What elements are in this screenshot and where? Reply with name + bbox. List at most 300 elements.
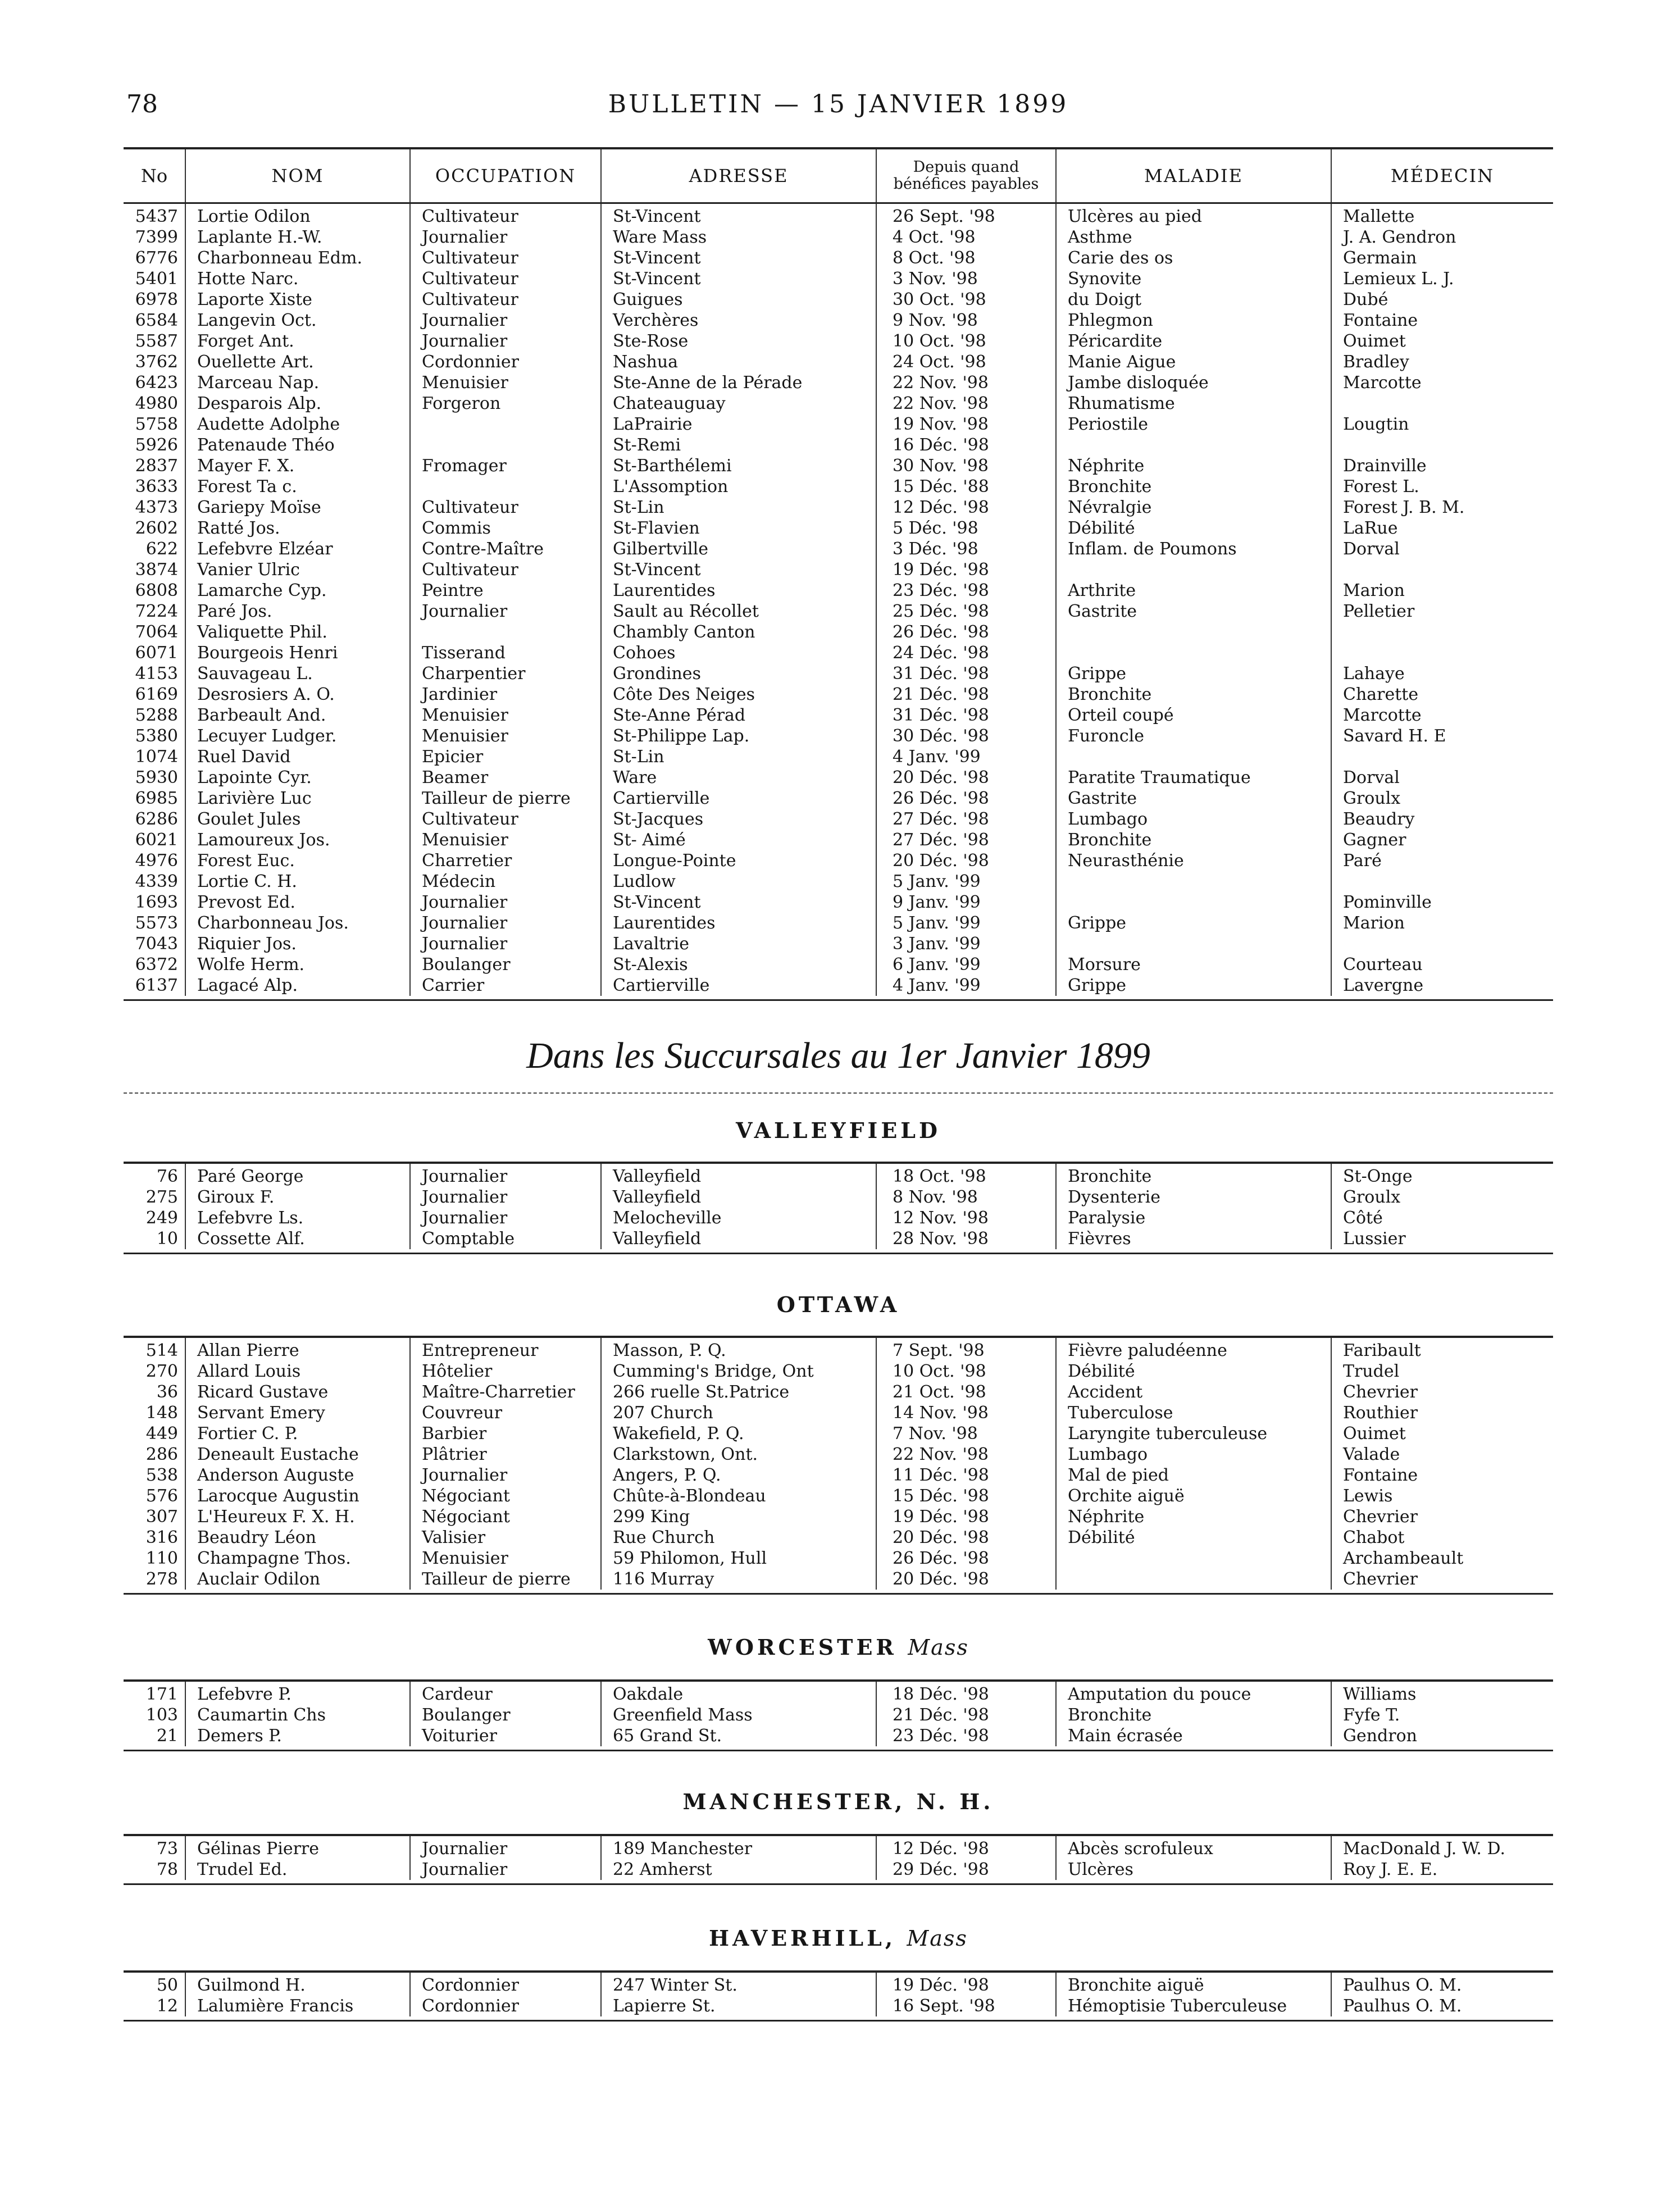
cell-adresse: Valleyfield [601, 1164, 876, 1187]
cell-maladie [1056, 892, 1331, 913]
cell-no: 2602 [135, 518, 178, 538]
cell-occupation [410, 622, 601, 643]
table-row [124, 767, 1553, 788]
cell-depuis: 31 Déc. '98 [876, 663, 1056, 684]
cell-nom: Sauvageau L. [185, 663, 410, 684]
section-worcester [124, 1679, 1553, 1751]
cell-medecin [1331, 622, 1553, 643]
cell-nom: Larivière Luc [185, 788, 410, 809]
cell-medecin: Chevrier [1331, 1569, 1553, 1590]
cell-medecin: Ouimet [1331, 1423, 1553, 1444]
cell-occupation: Cordonnier [410, 1996, 601, 2016]
cell-medecin: LaRue [1331, 518, 1553, 539]
cell-depuis: 20 Déc. '98 [876, 767, 1056, 788]
cell-medecin: Lewis [1331, 1486, 1553, 1506]
cell-maladie: Amputation du pouce [1056, 1682, 1331, 1705]
cell-depuis: 12 Nov. '98 [876, 1208, 1056, 1228]
cell-maladie: Paratite Traumatique [1056, 767, 1331, 788]
cell-maladie: Main écrasée [1056, 1726, 1331, 1746]
cell-adresse: 207 Church [601, 1403, 876, 1423]
cell-medecin: Pelletier [1331, 601, 1553, 622]
cell-maladie [1056, 559, 1331, 580]
cell-maladie: Débilité [1056, 1527, 1331, 1548]
cell-adresse: Grondines [601, 663, 876, 684]
cell-medecin: Gendron [1331, 1726, 1553, 1746]
cell-depuis: 18 Déc. '98 [876, 1682, 1056, 1705]
cell-adresse: Ware Mass [601, 227, 876, 248]
table-row [124, 1527, 1553, 1548]
section-valleyfield [124, 1162, 1553, 1254]
table-row [124, 393, 1553, 414]
cell-adresse: St-Lin [601, 746, 876, 767]
col-header-occupation: OCCUPATION [410, 149, 601, 203]
cell-nom: Lapointe Cyr. [185, 767, 410, 788]
cell-depuis: 22 Nov. '98 [876, 393, 1056, 414]
cell-depuis: 19 Déc. '98 [876, 1973, 1056, 1996]
section-body [124, 1973, 1553, 2016]
cell-no: 6978 [135, 290, 178, 309]
branches-divider [124, 1092, 1553, 1094]
cell-nom: Allard Louis [185, 1361, 410, 1382]
cell-depuis: 21 Déc. '98 [876, 1705, 1056, 1726]
cell-occupation: Journalier [410, 1836, 601, 1859]
table-row [124, 1208, 1553, 1228]
cell-occupation: Cultivateur [410, 248, 601, 268]
table-row [124, 435, 1553, 456]
page-header [126, 90, 1550, 124]
table-row [124, 1705, 1553, 1726]
cell-maladie: Néphrite [1056, 1506, 1331, 1527]
cell-depuis: 24 Déc. '98 [876, 643, 1056, 663]
cell-occupation: Tailleur de pierre [410, 788, 601, 809]
cell-medecin: Lavergne [1331, 975, 1553, 996]
cell-occupation [410, 476, 601, 497]
table-row [124, 1382, 1553, 1403]
cell-occupation: Journalier [410, 1208, 601, 1228]
cell-nom: Trudel Ed. [185, 1859, 410, 1880]
cell-adresse: 116 Murray [601, 1569, 876, 1590]
cell-adresse: 247 Winter St. [601, 1973, 876, 1996]
cell-medecin: Dorval [1331, 539, 1553, 559]
cell-no: 21 [156, 1726, 178, 1746]
cell-no: 6372 [135, 955, 178, 975]
cell-maladie: Bronchite [1056, 830, 1331, 850]
cell-adresse: Cartierville [601, 975, 876, 996]
cell-no: 7399 [135, 227, 178, 247]
table-row [124, 497, 1553, 518]
cell-nom: Lortie Odilon [185, 203, 410, 227]
table-row [124, 1403, 1553, 1423]
cell-adresse: St-Alexis [601, 954, 876, 975]
cell-depuis: 19 Déc. '98 [876, 559, 1056, 580]
cell-medecin: Roy J. E. E. [1331, 1859, 1553, 1880]
cell-nom: Auclair Odilon [185, 1569, 410, 1590]
section-ottawa [124, 1336, 1553, 1595]
cell-adresse: Cohoes [601, 643, 876, 663]
section-name: WORCESTER [708, 1635, 898, 1660]
cell-occupation: Négociant [410, 1486, 601, 1506]
cell-no: 76 [156, 1167, 178, 1186]
cell-occupation: Couvreur [410, 1403, 601, 1423]
cell-occupation: Journalier [410, 913, 601, 934]
cell-maladie: Bronchite [1056, 1164, 1331, 1187]
cell-medecin: Routhier [1331, 1403, 1553, 1423]
cell-maladie: Accident [1056, 1382, 1331, 1403]
cell-no: 622 [145, 539, 178, 559]
cell-no: 7043 [135, 934, 178, 954]
cell-occupation: Cultivateur [410, 268, 601, 289]
cell-depuis: 22 Nov. '98 [876, 372, 1056, 393]
cell-medecin: J. A. Gendron [1331, 227, 1553, 248]
cell-maladie: Grippe [1056, 663, 1331, 684]
cell-depuis: 7 Sept. '98 [876, 1338, 1056, 1361]
cell-maladie: Abcès scrofuleux [1056, 1836, 1331, 1859]
col-header-no: No [124, 149, 185, 203]
cell-medecin: Charette [1331, 684, 1553, 705]
table-row [124, 476, 1553, 497]
cell-maladie [1056, 1569, 1331, 1590]
cell-occupation: Journalier [410, 1164, 601, 1187]
table-row [124, 809, 1553, 830]
table-row [124, 1164, 1553, 1187]
cell-depuis: 18 Oct. '98 [876, 1164, 1056, 1187]
cell-maladie: Arthrite [1056, 580, 1331, 601]
table-row [124, 203, 1553, 227]
cell-no: 4976 [135, 851, 178, 871]
cell-maladie: Péricardite [1056, 331, 1331, 352]
table-row [124, 871, 1553, 892]
table-row [124, 1682, 1553, 1705]
cell-occupation: Cordonnier [410, 352, 601, 372]
cell-maladie: Grippe [1056, 975, 1331, 996]
section-name: OTTAWA [776, 1292, 900, 1317]
cell-occupation: Journalier [410, 227, 601, 248]
cell-no: 103 [145, 1705, 178, 1725]
table-row [124, 663, 1553, 684]
cell-adresse: 59 Philomon, Hull [601, 1548, 876, 1569]
cell-adresse: St-Lin [601, 497, 876, 518]
cell-medecin: Ouimet [1331, 331, 1553, 352]
cell-medecin: Groulx [1331, 788, 1553, 809]
table-row [124, 1836, 1553, 1859]
cell-no: 3762 [135, 352, 178, 372]
table-row [124, 830, 1553, 850]
cell-occupation: Valisier [410, 1527, 601, 1548]
table-row [124, 1361, 1553, 1382]
cell-nom: Ouellette Art. [185, 352, 410, 372]
cell-maladie: Morsure [1056, 954, 1331, 975]
cell-depuis: 10 Oct. '98 [876, 1361, 1056, 1382]
cell-nom: Forest Ta c. [185, 476, 410, 497]
cell-no: 278 [145, 1569, 178, 1589]
cell-no: 2837 [135, 456, 178, 476]
cell-medecin: Drainville [1331, 456, 1553, 476]
cell-medecin [1331, 934, 1553, 954]
cell-depuis: 27 Déc. '98 [876, 809, 1056, 830]
cell-maladie: Fièvres [1056, 1228, 1331, 1249]
section-body [124, 1338, 1553, 1590]
cell-nom: Guilmond H. [185, 1973, 410, 1996]
cell-nom: Charbonneau Jos. [185, 913, 410, 934]
cell-nom: Langevin Oct. [185, 310, 410, 331]
cell-adresse: Ware [601, 767, 876, 788]
section-name: MANCHESTER, N. H. [682, 1789, 994, 1814]
col-header-nom: NOM [185, 149, 410, 203]
cell-occupation: Journalier [410, 310, 601, 331]
cell-depuis: 7 Nov. '98 [876, 1423, 1056, 1444]
cell-medecin [1331, 643, 1553, 663]
cell-occupation: Commis [410, 518, 601, 539]
cell-medecin: Archambeault [1331, 1548, 1553, 1569]
running-title: BULLETIN — 15 JANVIER 1899 [608, 90, 1069, 119]
cell-adresse: 266 ruelle St.Patrice [601, 1382, 876, 1403]
cell-medecin: Trudel [1331, 1361, 1553, 1382]
cell-nom: Vanier Ulric [185, 559, 410, 580]
section-heading-haverhill [124, 1925, 1553, 1951]
cell-occupation: Cultivateur [410, 289, 601, 310]
cell-depuis: 23 Déc. '98 [876, 580, 1056, 601]
cell-maladie: Mal de pied [1056, 1465, 1331, 1486]
section-heading-manchester [124, 1789, 1553, 1814]
cell-nom: Paré Jos. [185, 601, 410, 622]
cell-medecin: Paulhus O. M. [1331, 1996, 1553, 2016]
cell-occupation: Cultivateur [410, 809, 601, 830]
cell-adresse: 22 Amherst [601, 1859, 876, 1880]
cell-no: 6985 [135, 789, 178, 808]
cell-adresse: Angers, P. Q. [601, 1465, 876, 1486]
cell-maladie: Dysenterie [1056, 1187, 1331, 1208]
table-row [124, 518, 1553, 539]
cell-occupation: Forgeron [410, 393, 601, 414]
cell-no: 5437 [135, 207, 178, 226]
cell-depuis: 24 Oct. '98 [876, 352, 1056, 372]
cell-maladie: Lumbago [1056, 809, 1331, 830]
table-row [124, 1726, 1553, 1746]
cell-occupation: Menuisier [410, 372, 601, 393]
col-header-adresse: ADRESSE [601, 149, 876, 203]
cell-depuis: 9 Nov. '98 [876, 310, 1056, 331]
cell-adresse: St-Flavien [601, 518, 876, 539]
cell-no: 576 [145, 1486, 178, 1506]
cell-maladie: Hémoptisie Tuberculeuse [1056, 1996, 1331, 2016]
cell-depuis: 29 Déc. '98 [876, 1859, 1056, 1880]
section-heading-valleyfield [124, 1118, 1553, 1143]
cell-no: 3633 [135, 477, 178, 497]
cell-medecin [1331, 871, 1553, 892]
cell-medecin: Dorval [1331, 767, 1553, 788]
main-register-table [124, 149, 1553, 996]
cell-occupation: Journalier [410, 1859, 601, 1880]
cell-no: 78 [156, 1860, 178, 1879]
table-row [124, 684, 1553, 705]
cell-maladie [1056, 1548, 1331, 1569]
cell-nom: Lagacé Alp. [185, 975, 410, 996]
section-table [124, 1682, 1553, 1746]
cell-adresse: Valleyfield [601, 1228, 876, 1249]
cell-no: 10 [156, 1229, 178, 1249]
table-row [124, 331, 1553, 352]
table-row [124, 1228, 1553, 1249]
section-body [124, 1682, 1553, 1746]
table-row [124, 1465, 1553, 1486]
cell-nom: Valiquette Phil. [185, 622, 410, 643]
cell-adresse: 189 Manchester [601, 1836, 876, 1859]
cell-no: 249 [145, 1208, 178, 1228]
cell-no: 5930 [135, 768, 178, 787]
cell-adresse: Greenfield Mass [601, 1705, 876, 1726]
cell-nom: Caumartin Chs [185, 1705, 410, 1726]
section-subtitle: Mass [908, 1635, 969, 1660]
cell-nom: Wolfe Herm. [185, 954, 410, 975]
cell-nom: Larocque Augustin [185, 1486, 410, 1506]
branches-title: Dans les Succursales au 1er Janvier 1899 [526, 1035, 1150, 1076]
cell-occupation: Journalier [410, 892, 601, 913]
section-heading-worcester [124, 1635, 1553, 1660]
table-row [124, 456, 1553, 476]
cell-nom: Gélinas Pierre [185, 1836, 410, 1859]
cell-medecin: Mallette [1331, 203, 1553, 227]
cell-medecin: Chabot [1331, 1527, 1553, 1548]
cell-no: 449 [145, 1424, 178, 1444]
table-row [124, 414, 1553, 435]
table-row [124, 788, 1553, 809]
cell-occupation: Journalier [410, 934, 601, 954]
section-bottom-rule [124, 1883, 1553, 1885]
cell-adresse: Masson, P. Q. [601, 1338, 876, 1361]
cell-adresse: St-Vincent [601, 268, 876, 289]
section-name: HAVERHILL, [709, 1925, 896, 1951]
cell-maladie: Rhumatisme [1056, 393, 1331, 414]
cell-nom: Prevost Ed. [185, 892, 410, 913]
cell-no: 6584 [135, 311, 178, 330]
cell-occupation: Barbier [410, 1423, 601, 1444]
cell-no: 50 [156, 1975, 178, 1995]
cell-maladie: Gastrite [1056, 788, 1331, 809]
cell-occupation: Médecin [410, 871, 601, 892]
cell-adresse: 65 Grand St. [601, 1726, 876, 1746]
table-row [124, 601, 1553, 622]
cell-medecin: Fyfe T. [1331, 1705, 1553, 1726]
cell-adresse: Longue-Pointe [601, 850, 876, 871]
cell-maladie: Ulcères au pied [1056, 203, 1331, 227]
cell-nom: Deneault Eustache [185, 1444, 410, 1465]
cell-nom: Barbeault And. [185, 705, 410, 726]
cell-medecin: Fontaine [1331, 310, 1553, 331]
cell-occupation: Journalier [410, 1465, 601, 1486]
cell-no: 5573 [135, 913, 178, 933]
cell-maladie: Néphrite [1056, 456, 1331, 476]
cell-nom: Marceau Nap. [185, 372, 410, 393]
cell-maladie: Bronchite [1056, 476, 1331, 497]
cell-depuis: 8 Nov. '98 [876, 1187, 1056, 1208]
table-row [124, 1973, 1553, 1996]
cell-no: 6423 [135, 373, 178, 393]
cell-adresse: Côte Des Neiges [601, 684, 876, 705]
cell-maladie: Neurasthénie [1056, 850, 1331, 871]
cell-occupation: Boulanger [410, 954, 601, 975]
table-row [124, 1423, 1553, 1444]
cell-maladie: Bronchite [1056, 1705, 1331, 1726]
table-row [124, 1444, 1553, 1465]
section-manchester [124, 1834, 1553, 1885]
cell-medecin: Marion [1331, 580, 1553, 601]
cell-nom: Charbonneau Edm. [185, 248, 410, 268]
cell-no: 5926 [135, 435, 178, 455]
cell-no: 6021 [135, 830, 178, 850]
cell-nom: Gariepy Moïse [185, 497, 410, 518]
cell-no: 514 [145, 1341, 178, 1360]
cell-medecin: Forest L. [1331, 476, 1553, 497]
table-row [124, 643, 1553, 663]
col-header-depuis-line1: Depuis quand [913, 158, 1019, 176]
table-row [124, 1569, 1553, 1590]
cell-medecin: Lougtin [1331, 414, 1553, 435]
cell-adresse: Nashua [601, 352, 876, 372]
cell-medecin: Groulx [1331, 1187, 1553, 1208]
cell-adresse: Chateauguay [601, 393, 876, 414]
cell-no: 12 [156, 1996, 178, 2016]
cell-occupation: Voiturier [410, 1726, 601, 1746]
cell-no: 307 [145, 1507, 178, 1527]
page-number: 78 [126, 90, 158, 119]
cell-medecin: Marion [1331, 913, 1553, 934]
cell-medecin: Germain [1331, 248, 1553, 268]
cell-depuis: 19 Déc. '98 [876, 1506, 1056, 1527]
cell-nom: Demers P. [185, 1726, 410, 1746]
table-row [124, 1548, 1553, 1569]
cell-occupation: Charretier [410, 850, 601, 871]
cell-occupation: Charpentier [410, 663, 601, 684]
cell-medecin: Beaudry [1331, 809, 1553, 830]
cell-maladie [1056, 435, 1331, 456]
table-row [124, 559, 1553, 580]
cell-adresse: Rue Church [601, 1527, 876, 1548]
cell-depuis: 22 Nov. '98 [876, 1444, 1056, 1465]
cell-adresse: Lavaltrie [601, 934, 876, 954]
cell-depuis: 25 Déc. '98 [876, 601, 1056, 622]
cell-nom: Laplante H.-W. [185, 227, 410, 248]
cell-occupation: Tisserand [410, 643, 601, 663]
cell-medecin: Lemieux L. J. [1331, 268, 1553, 289]
cell-nom: Mayer F. X. [185, 456, 410, 476]
cell-medecin: Pominville [1331, 892, 1553, 913]
cell-occupation: Entrepreneur [410, 1338, 601, 1361]
cell-maladie: Ulcères [1056, 1859, 1331, 1880]
table-row [124, 227, 1553, 248]
table-row [124, 268, 1553, 289]
cell-depuis: 31 Déc. '98 [876, 705, 1056, 726]
cell-maladie: Névralgie [1056, 497, 1331, 518]
cell-occupation: Journalier [410, 331, 601, 352]
cell-maladie: Asthme [1056, 227, 1331, 248]
table-row [124, 1187, 1553, 1208]
cell-adresse: Cartierville [601, 788, 876, 809]
cell-medecin [1331, 435, 1553, 456]
cell-depuis: 5 Déc. '98 [876, 518, 1056, 539]
cell-nom: Fortier C. P. [185, 1423, 410, 1444]
cell-maladie [1056, 643, 1331, 663]
cell-medecin: Côté [1331, 1208, 1553, 1228]
cell-depuis: 21 Déc. '98 [876, 684, 1056, 705]
cell-nom: Paré George [185, 1164, 410, 1187]
col-header-depuis-line2: bénéfices payables [893, 175, 1039, 193]
cell-nom: Bourgeois Henri [185, 643, 410, 663]
cell-adresse: Wakefield, P. Q. [601, 1423, 876, 1444]
cell-no: 148 [145, 1403, 178, 1423]
cell-no: 5380 [135, 726, 178, 746]
cell-depuis: 10 Oct. '98 [876, 331, 1056, 352]
cell-maladie: Furoncle [1056, 726, 1331, 746]
